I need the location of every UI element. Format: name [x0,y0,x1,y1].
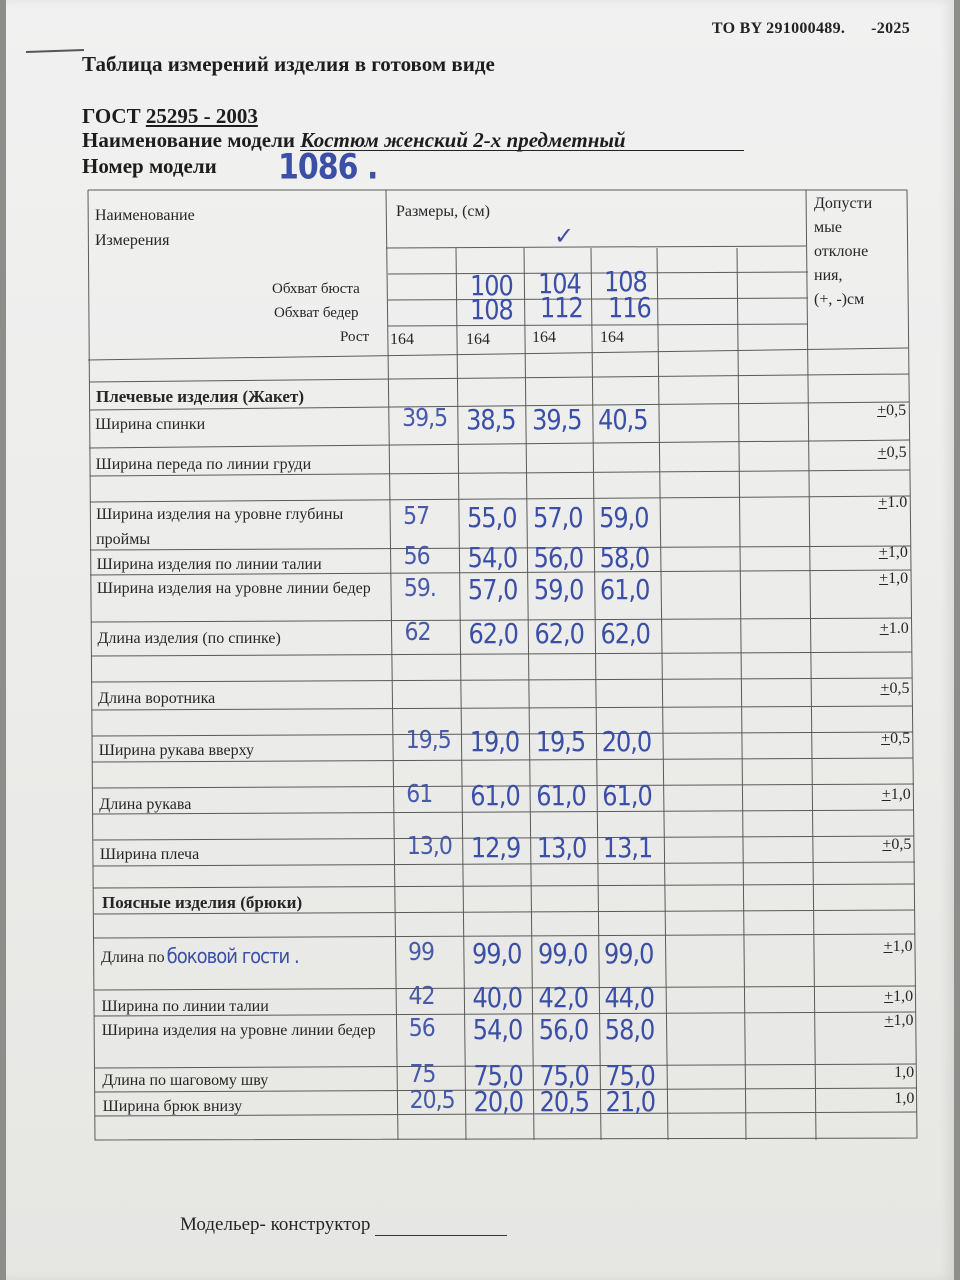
size-value: 21,0 [605,1085,656,1119]
model-name-value: Костюм женский 2-х предметный [300,130,743,151]
size-value: 62,0 [600,617,650,651]
row-label-text: Длина рукава [99,796,192,813]
size-value: 57,0 [533,501,583,535]
row-label-text: Ширина переда по линии груди [95,456,312,473]
hips-value: 112 [540,291,583,325]
size-value: 99,0 [471,937,522,971]
size-value: 19,5 [405,726,451,755]
size-value: 40,0 [472,981,522,1015]
tolerance-sign: + [880,680,890,697]
size-value: 59,0 [599,501,649,535]
tolerance-number: 1.0 [888,620,909,637]
row-label-text: Длина по [100,949,165,966]
measure-col-header [95,204,195,254]
tolerance-value [829,620,909,638]
size-value: 61,0 [602,779,652,813]
tolerance-value [828,570,908,588]
section-trousers: Поясные изделия (брюки) [102,893,303,912]
row-label [99,738,391,763]
hips-value: 108 [470,293,513,327]
model-number-label: Номер модели [82,154,217,178]
measure-col-header-line2: Измерения [95,231,170,249]
tolerance-number: 1,0 [892,938,913,955]
size-value: 57 [403,502,430,531]
size-value: 20,0 [601,725,652,759]
size-value: 39,5 [402,404,448,433]
size-value: 62,0 [468,617,518,651]
row-label [103,1094,395,1119]
size-value: 61 [406,780,433,809]
tolerance-value [827,494,907,512]
sizes-col-header: Размеры, (см) [396,203,490,220]
size-value: 42 [408,982,435,1011]
row-label-text: Ширина изделия на уровне линии бедер [101,1022,376,1039]
tolerance-sign: + [884,988,894,1005]
tolerance-sign: + [877,402,887,419]
row-label-text: Ширина брюк внизу [102,1098,243,1115]
model-number-value: 1086 . [278,147,378,188]
pen-mark [26,49,84,53]
tolerance-sign: + [882,836,892,853]
tolerance-number: 1,0 [893,988,914,1005]
hips-value: 116 [608,291,651,325]
row-label-text: Ширина изделия по линии талии [96,556,322,573]
row-label [96,502,388,552]
document-code [712,20,910,38]
size-value: 59. [403,574,436,603]
height-value: 164 [390,331,414,348]
size-value: 61,0 [536,779,586,813]
size-value: 99,0 [603,937,654,971]
tolerance-header-line2: мые [814,219,842,236]
size-value: 99,0 [537,937,588,971]
tolerance-number: 0,5 [890,730,911,747]
size-value: 61,0 [599,573,650,607]
tolerance-value [833,988,913,1006]
row-label [101,944,393,970]
size-value: 56,0 [533,541,584,575]
size-value: 56,0 [538,1013,589,1047]
row-label [99,792,391,817]
signature-line [180,1214,507,1236]
tolerance-value [829,680,909,698]
tolerance-number: 0,5 [891,836,912,853]
tolerance-sign: + [883,938,893,955]
row-label [95,412,387,437]
tolerance-header-line3: отклоне [814,243,869,260]
tolerance-value [827,444,907,462]
row-label [102,1018,394,1043]
size-value: 20,5 [409,1086,455,1115]
tolerance-number: 1,0 [893,1012,914,1029]
page-title: Таблица измерений изделия в готовом виде [82,52,495,76]
size-value: 62,0 [534,617,584,651]
row-label-text: Длина воротника [98,690,216,707]
tolerance-sign: + [879,620,889,637]
tolerance-value [828,544,908,562]
tolerance-value [833,1012,913,1030]
size-value: 56 [408,1014,435,1043]
row-label [97,626,389,651]
size-value: 39,5 [532,403,582,437]
section-jacket: Плечевые изделия (Жакет) [96,387,304,406]
tolerance-sign: + [877,444,887,461]
size-value: 38,5 [466,403,516,437]
model-name-label: Наименование модели [82,128,295,152]
size-value: 20,0 [473,1085,524,1119]
size-value: 19,5 [535,725,586,759]
model-number-line [82,147,378,188]
tolerance-value [834,1064,914,1082]
size-value: 61,0 [470,779,520,813]
size-value: 44,0 [604,981,654,1015]
size-value: 55,0 [467,501,517,535]
row-label-text: Длина по шаговому шву [102,1072,269,1089]
doc-year: -2025 [871,20,910,37]
size-value: 75,0 [539,1059,589,1093]
row-label [97,552,389,577]
model-name-line [82,128,744,153]
size-value: 58,0 [599,541,650,575]
tolerance-value [834,1090,914,1108]
tolerance-sign: + [878,494,888,511]
row-label-text: Ширина изделия на уровне линии бедер [96,580,371,597]
doc-code-text: ТО BY 291000489. [711,20,846,37]
tolerance-sign: + [881,786,891,803]
size-value: 19,0 [469,725,520,759]
gost-prefix: ГОСТ [82,104,141,128]
height-label: Рост [340,329,370,345]
tolerance-number: 1,0 [894,1064,915,1081]
tolerance-sign: + [878,544,888,561]
size-value: 75 [409,1060,436,1089]
gost-line [82,104,258,129]
tolerance-number: 0,5 [889,680,910,697]
size-value: 20,5 [539,1085,590,1119]
size-value: 54,0 [467,541,518,575]
tolerance-number: 1.0 [887,494,908,511]
size-value: 13,1 [602,831,653,865]
tolerance-value [831,836,911,854]
tolerance-value [830,730,910,748]
height-value: 164 [466,331,490,348]
row-label [100,842,392,867]
size-value: 75,0 [605,1059,655,1093]
gost-number: 25295 - 2003 [145,104,258,128]
size-value: 54,0 [472,1013,523,1047]
height-value: 164 [600,329,624,346]
tolerance-number: 0,5 [886,444,907,461]
tolerance-number: 1,0 [887,544,908,561]
height-value: 164 [532,329,556,346]
tolerance-number: 1,0 [890,786,911,803]
row-label [98,686,390,711]
row-label-text: Ширина по линии талии [101,998,269,1015]
tolerance-sign: + [881,730,891,747]
hips-label: Обхват бедер [274,305,359,321]
tolerance-number: 0,5 [886,402,907,419]
bust-label: Обхват бюста [272,281,360,297]
row-label-text: Ширина изделия на уровне глубины проймы [96,506,344,548]
row-label [102,1068,394,1093]
tolerance-number: 1,0 [888,570,909,587]
size-value: 62 [404,618,431,647]
signature-blank [375,1217,507,1236]
bust-value: 100 [470,269,513,303]
tolerance-sign: + [884,1012,894,1029]
row-label-text: Ширина рукава вверху [98,742,255,759]
row-label-text: Ширина спинки [95,416,206,433]
tolerance-value [833,938,913,956]
size-value: 13,0 [406,832,452,861]
tolerance-col-header [814,192,872,312]
measure-col-header-line1: Наименование [95,207,195,224]
tolerance-header-line5: (+, -)см [814,291,865,308]
size-value: 12,9 [470,831,521,865]
tolerance-header-line1: Допусти [814,195,873,212]
tolerance-number: 1,0 [894,1090,915,1107]
tolerance-value [831,786,911,804]
size-value: 13,0 [536,831,587,865]
signature-label: Модельер- конструктор [180,1214,371,1235]
size-value: 75,0 [473,1059,523,1093]
tolerance-value [826,402,906,420]
size-value: 42,0 [538,981,588,1015]
row-label-handwritten: боковой гости . [166,944,299,969]
check-mark-icon: ✓ [554,222,575,250]
bust-value: 108 [604,265,647,299]
size-value: 56 [403,542,430,571]
row-label-text: Длина изделия (по спинке) [97,630,281,647]
tolerance-sign: + [879,570,889,587]
size-value: 59,0 [533,573,584,607]
row-label-text: Ширина плеча [99,846,200,863]
row-label [96,452,388,477]
row-label [97,576,389,601]
size-value: 40,5 [598,403,648,437]
size-value: 57,0 [467,573,518,607]
bust-value: 104 [538,267,581,301]
tolerance-header-line4: ния, [814,267,843,284]
row-label [102,994,394,1019]
size-value: 99 [407,938,434,967]
size-value: 58,0 [604,1013,655,1047]
